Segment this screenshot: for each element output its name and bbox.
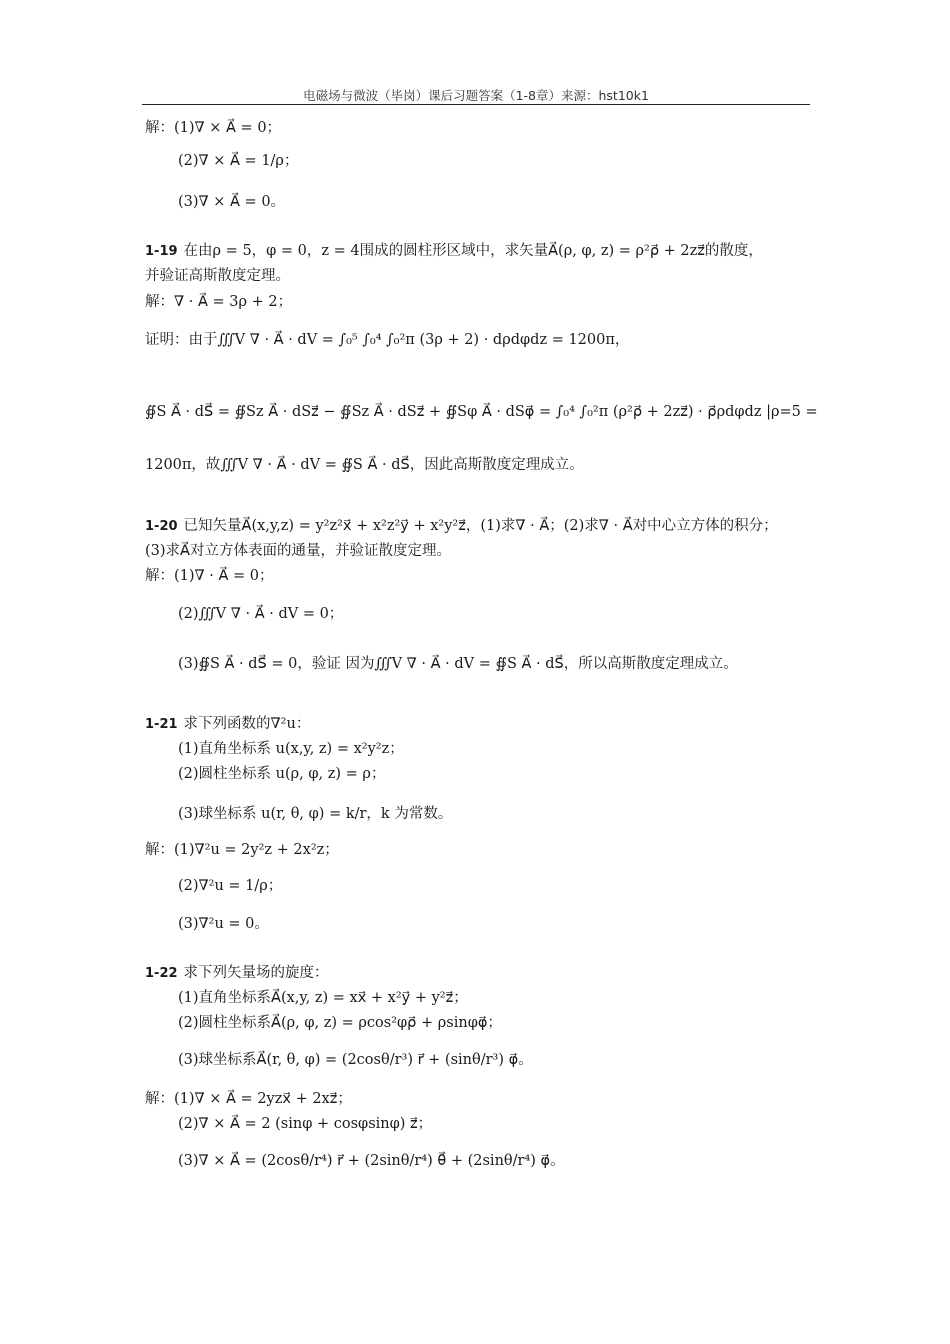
text-line-p19e <box>145 402 818 422</box>
line-text: 解：(1)∇²u = 2y²z + 2x²z； <box>145 842 339 858</box>
text-line-p19d <box>145 330 629 350</box>
text-line-p21g <box>178 914 269 934</box>
line-text: (2)∇²u = 1/ρ； <box>178 878 283 894</box>
text-line-p21d <box>178 804 452 824</box>
problem-number: 1-19 <box>145 244 178 259</box>
text-line-p20e <box>178 654 738 674</box>
line-text: (1)直角坐标系A⃗(x,y, z) = xx⃗ + x²y⃗ + y²z⃗； <box>178 990 468 1006</box>
text-line-p21b <box>178 739 404 759</box>
line-text: 并验证高斯散度定理。 <box>145 268 290 284</box>
page-header: 电磁场与微波（毕岗）课后习题答案（1-8章）来源：hst10k1 <box>303 88 649 103</box>
text-line-p19f <box>145 455 584 475</box>
line-text: (2)∇ × A⃗ = 2 (sinφ + cosφsinφ) z⃗； <box>178 1116 433 1132</box>
line-text: 求下列矢量场的旋度： <box>183 965 329 981</box>
line-text: (2)圆柱坐标系 u(ρ, φ, z) = ρ； <box>178 766 386 782</box>
text-line-p22b <box>178 988 468 1008</box>
line-text: (3)求A⃗对立方体表面的通量，并验证散度定理。 <box>145 543 451 559</box>
text-line-p21f <box>178 876 282 896</box>
text-line-p21e <box>145 840 339 860</box>
line-text: (3)∇²u = 0。 <box>178 916 269 932</box>
text-line-p22f <box>178 1114 432 1134</box>
text-line-p22g <box>178 1151 565 1171</box>
text-line-p19c <box>145 292 292 312</box>
line-text: 证明：由于∭V ∇ · A⃗ · dV = ∫₀⁵ ∫₀⁴ ∫₀²π (3ρ + 2) · dρdφdz = 1200π， <box>145 332 630 348</box>
text-line-p20a <box>145 516 778 537</box>
text-line-p21c <box>178 764 385 784</box>
line-text: (2)∇ × A⃗ = 1/ρ； <box>178 153 299 169</box>
text-line-p22c <box>178 1013 502 1033</box>
line-text: 在由ρ = 5，φ = 0，z = 4围成的圆柱形区域中，求矢量A⃗(ρ, φ, z) = ρ²ρ⃗ + 2zz⃗的散度， <box>183 243 763 259</box>
problem-number: 1-21 <box>145 717 178 732</box>
line-text: (2)圆柱坐标系A⃗(ρ, φ, z) = ρcos²φρ⃗ + ρsinφφ⃗； <box>178 1015 502 1031</box>
line-text: (3)∯S A⃗ · dS⃗ = 0，验证 因为∭V ∇ · A⃗ · dV = ∯S A⃗ · dS⃗，所以高斯散度定理成立。 <box>178 656 738 672</box>
text-line-p19a <box>145 241 763 262</box>
text-line-p20b <box>145 541 451 561</box>
text-line-p19b <box>145 266 290 286</box>
line-text: (3)∇ × A⃗ = 0。 <box>178 194 286 210</box>
text-line-a2 <box>178 151 298 171</box>
line-text: 已知矢量A⃗(x,y,z) = y²z²x⃗ + x²z²y⃗ + x²y²z⃗，(1)求∇ · A⃗；(2)求∇ · A⃗对中心立方体的积分； <box>183 518 778 534</box>
line-text: 解：(1)∇ × A⃗ = 0； <box>145 120 282 136</box>
line-text: (3)球坐标系 u(r, θ, φ) = k/r，k 为常数。 <box>178 806 453 822</box>
line-text: 解：(1)∇ × A⃗ = 2yzx⃗ + 2xz⃗； <box>145 1091 352 1107</box>
text-line-p22a <box>145 963 329 984</box>
problem-number: 1-22 <box>145 966 178 981</box>
text-line-p21a <box>145 714 310 735</box>
text-line-p22d <box>178 1050 533 1070</box>
line-text: (3)球坐标系A⃗(r, θ, φ) = (2cosθ/r³) r⃗ + (sinθ/r³) φ⃗。 <box>178 1052 533 1068</box>
line-text: (2)∭V ∇ · A⃗ · dV = 0； <box>178 606 344 622</box>
line-text: 解：∇ · A⃗ = 3ρ + 2； <box>145 294 293 310</box>
line-text: 求下列函数的∇²u： <box>183 716 311 732</box>
text-line-p20c <box>145 566 274 586</box>
line-text: 解：(1)∇ · A⃗ = 0； <box>145 568 274 584</box>
line-text: (1)直角坐标系 u(x,y, z) = x²y²z； <box>178 741 404 757</box>
line-text: 1200π，故∭V ∇ · A⃗ · dV = ∯S A⃗ · dS⃗，因此高斯散度定理成立。 <box>145 457 584 473</box>
line-text: (3)∇ × A⃗ = (2cosθ/r⁴) r⃗ + (2sinθ/r⁴) θ⃗ + (2sinθ/r⁴) φ⃗。 <box>178 1153 565 1169</box>
text-line-p22e <box>145 1089 352 1109</box>
text-line-a1 <box>145 118 281 138</box>
text-line-p20d <box>178 604 343 624</box>
text-line-a3 <box>178 192 285 212</box>
line-text: ∯S A⃗ · dS⃗ = ∯Sz A⃗ · dSz⃗ − ∯Sz A⃗ · dSz⃗ + ∯Sφ A⃗ · dSφ⃗ = ∫₀⁴ ∫₀²π (ρ²ρ⃗ + 2zz⃗) · ρ⃗ρdφdz |ρ=5 = <box>145 404 818 420</box>
problem-number: 1-20 <box>145 519 178 534</box>
header-rule <box>142 104 810 105</box>
